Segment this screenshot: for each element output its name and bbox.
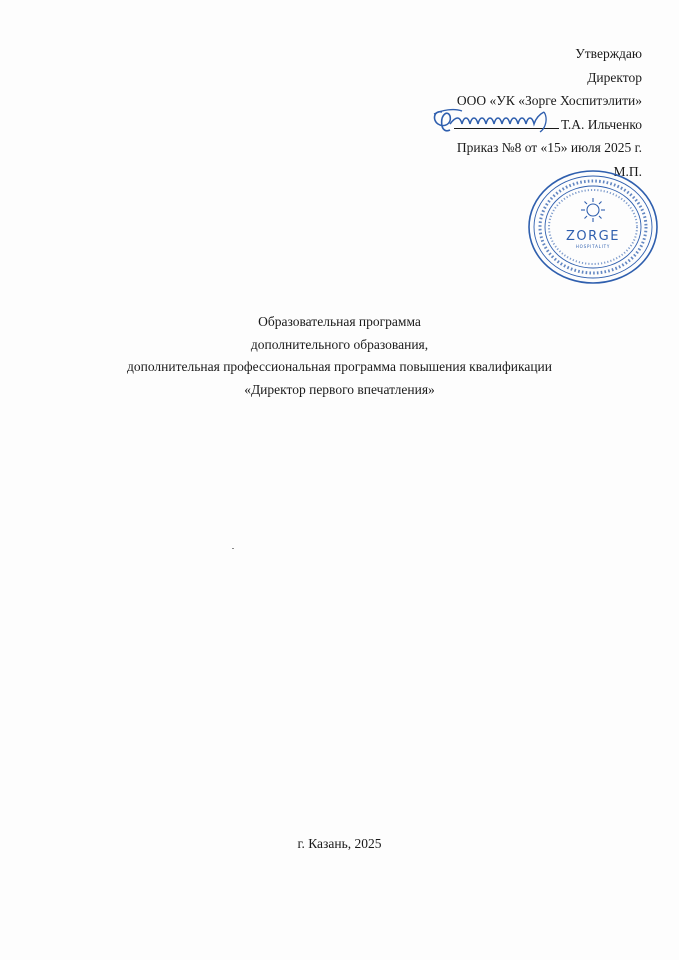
seal-label: М.П.	[613, 163, 642, 179]
handwritten-signature	[428, 104, 558, 136]
approval-heading: Утверждаю	[575, 46, 642, 61]
company-seal-stamp	[526, 168, 660, 286]
program-title-line-2: дополнительного образования,	[250, 336, 429, 352]
seal-subtitle: HOSPITALITY	[575, 244, 611, 249]
approval-signer: Т.А. Ильченко	[560, 116, 642, 132]
program-title-line-4: «Директор первого впечатления»	[244, 381, 435, 397]
scan-speck	[232, 548, 234, 549]
program-title	[0, 311, 679, 401]
approval-position: Директор	[587, 69, 642, 85]
program-title-line-3: дополнительная профессиональная программа повышения квалификации	[127, 359, 552, 374]
place-year: г. Казань, 2025	[297, 836, 382, 851]
approval-company: ООО «УК «Зорге Хоспитэлити»	[456, 93, 642, 108]
seal-brand: ZORGE	[566, 229, 620, 244]
seal-emblem-icon	[581, 198, 605, 222]
program-title-line-1: Образовательная программа	[258, 314, 421, 329]
approval-order: Приказ №8 от «15» июля 2025 г.	[456, 140, 642, 155]
